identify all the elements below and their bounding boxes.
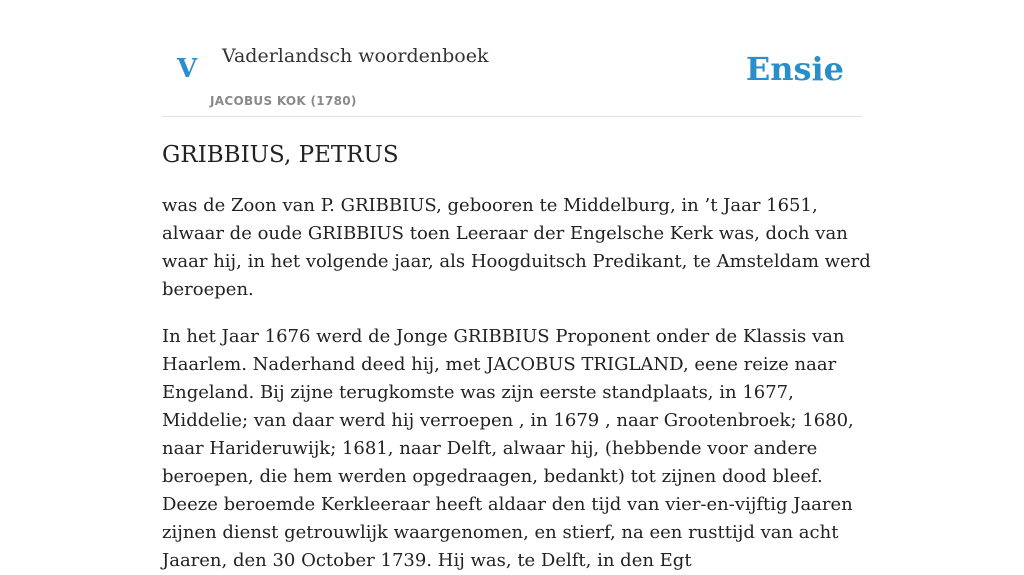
author-label: JACOBUS KOK (1780) xyxy=(210,94,357,108)
entry-content xyxy=(162,138,872,575)
entry-paragraph: In het Jaar 1676 werd de Jonge GRIBBIUS Proponent onder de Klassis van Haarlem. Naderhand deed hij, met JACOBUS TRIGLAND, eene reize naar Engeland. Bij zijne terugkomste was zijn eerste standplaats, in 1677, Middelie; van daar werd hij verroepen , in 1679 , naar Grootenbroek; 1680, naar Harideruwijk; 1681, naar Delft, alwaar hij, (hebbende voor andere beroepen, die hem werden opgedraagen, bedankt) tot zijnen dood bleef. Deeze beroemde Kerkleeraar heeft aldaar den tijd van vier-en-vijftig Jaaren zijnen dienst getrouwlijk waargenomen, en stierf, na een rusttijd van acht Jaaren, den 30 October 1739. Hij was, te Delft, in den Egt xyxy=(162,326,854,571)
book-title-link[interactable]: Vaderlandsch woordenboek xyxy=(222,45,489,67)
header xyxy=(162,0,862,117)
entry-paragraph: was de Zoon van P. GRIBBIUS, gebooren te Middelburg, in ’t Jaar 1651, alwaar de oude GRIBBIUS toen Leeraar der Engelsche Kerk was, doch van waar hij, in het volgende jaar, als Hoogduitsch Predikant, te Amsteldam werd beroepen. xyxy=(162,195,871,300)
entry-title: GRIBBIUS, PETRUS xyxy=(162,142,399,168)
letter-index-link[interactable]: V xyxy=(177,54,198,84)
ensie-logo[interactable]: Ensie xyxy=(745,50,844,88)
